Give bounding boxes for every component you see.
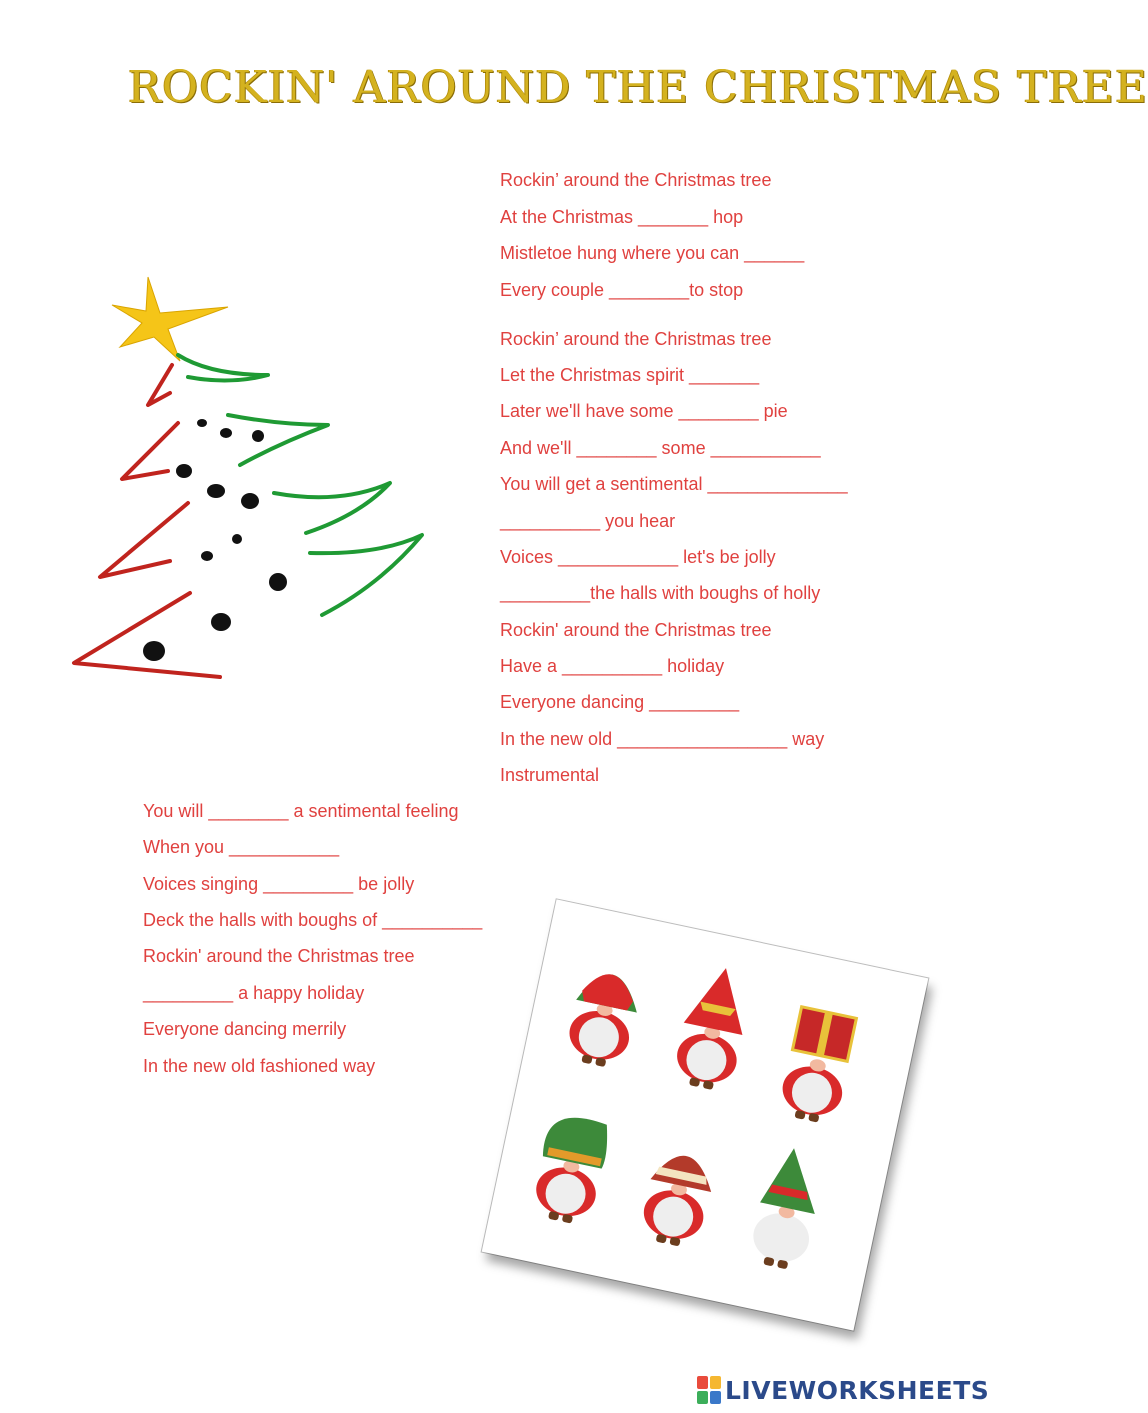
lyric-line: Everyone dancing merrily — [143, 1019, 347, 1039]
logo-icon — [697, 1376, 721, 1404]
lyric-line: When you ___________ — [143, 837, 340, 857]
lyric-line: In the new old fashioned way — [143, 1056, 376, 1076]
lyric-line: Mistletoe hung where you can ______ — [500, 243, 805, 263]
lyric-line: _________ a happy holiday — [143, 983, 365, 1003]
lyric-line: Voices ____________ let's be jolly — [500, 547, 776, 567]
lyric-line: Every couple ________to stop — [500, 280, 744, 300]
liveworksheets-logo — [697, 1372, 989, 1408]
lyric-line: _________the halls with boughs of holly — [500, 583, 821, 603]
lyric-line: Voices singing _________ be jolly — [143, 874, 415, 894]
lyric-line: You will ________ a sentimental feeling — [143, 801, 459, 821]
worksheet-title: ROCKIN' AROUND THE CHRISTMAS TREE — [128, 62, 1148, 113]
christmas-tree-drawing — [60, 265, 440, 705]
lyric-line: Have a __________ holiday — [500, 656, 725, 676]
lyric-line: Let the Christmas spirit _______ — [500, 365, 760, 385]
lyric-line: Rockin' around the Christmas tree — [143, 946, 415, 966]
logo-text: LIVEWORKSHEETS — [725, 1375, 990, 1405]
lyric-line: Rockin’ around the Christmas tree — [500, 170, 772, 190]
star-icon — [112, 277, 228, 361]
lyric-line: At the Christmas _______ hop — [500, 207, 744, 227]
lyric-line: Rockin' around the Christmas tree — [500, 620, 772, 640]
lyric-line: Deck the halls with boughs of __________ — [143, 910, 483, 930]
lyric-line: Rockin’ around the Christmas tree — [500, 329, 772, 349]
lyric-line: Instrumental — [500, 765, 600, 785]
lyric-line: __________ you hear — [500, 511, 676, 531]
christmas-gnomes-photo — [482, 899, 929, 1330]
lyric-line: Everyone dancing _________ — [500, 692, 740, 712]
lyric-line: Later we'll have some ________ pie — [500, 401, 788, 421]
lyric-line: In the new old _________________ way — [500, 729, 825, 749]
lyric-line: And we'll ________ some ___________ — [500, 438, 821, 458]
lyric-line: You will get a sentimental ______________ — [500, 474, 848, 494]
